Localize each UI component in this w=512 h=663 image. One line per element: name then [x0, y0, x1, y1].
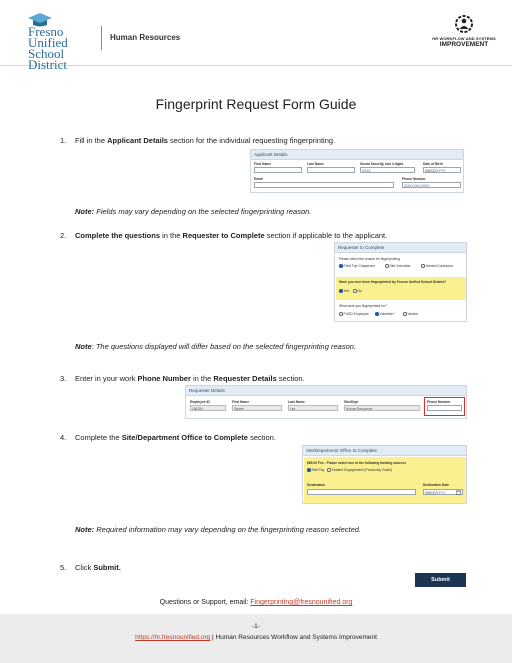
fingerprinted-for-option[interactable]: Volunteer — [375, 312, 394, 316]
first-name-field[interactable] — [254, 167, 302, 173]
page-title: Fingerprint Request Form Guide — [155, 96, 357, 112]
header-divider — [101, 26, 102, 50]
site-office-screenshot: Site/Department Office to Complete $65.00 Fee - Please select one of the following funding sources Self-Pay Student Engagement (Previously Goal2) Destination Destination Date MM/DD/YYYY — [302, 445, 467, 504]
page-header — [0, 0, 512, 72]
destination-field[interactable] — [307, 489, 416, 495]
step-2: 2. Complete the questions in the Requester to Complete section if applicable to the applicant. — [60, 231, 388, 240]
logo-line-2: School District — [28, 46, 67, 72]
email-field[interactable] — [254, 182, 394, 188]
requester-to-complete-screenshot: Requester to Complete Please select the reason for fingerprinting Field Trip Chaperone Site Volunteer Vendor/Contractor Have you ever been fingerprinted by Fresno Unified School District? Yes No What were you fingerprinted for? FUSD Employee Volunteer Vendor — [334, 242, 467, 322]
reason-option[interactable]: Field Trip Chaperone — [339, 264, 375, 268]
reason-option[interactable]: Site Volunteer — [385, 264, 411, 268]
hr-website-link[interactable]: https://hr.fresnounified.org — [135, 634, 211, 641]
fingerprinted-no[interactable]: No — [353, 289, 362, 293]
requester-phone-field[interactable] — [427, 405, 462, 411]
fingerprinted-yes[interactable]: Yes — [339, 289, 349, 293]
footer-line: https://hr.fresnounified.org | Human Resources Workflow and Systems Improvement — [135, 634, 377, 641]
logo-line-1: Fresno Unified — [28, 24, 68, 50]
note-3: Note: Required information may vary depending on the fingerprinting reason selected. — [75, 525, 361, 534]
hr-logo-line-2: IMPROVEMENT — [439, 41, 489, 48]
requester-complete-header: Requester to Complete — [335, 243, 466, 253]
hr-workflow-logo — [432, 14, 496, 48]
funding-self-pay[interactable]: Self-Pay — [307, 468, 324, 472]
requester-details-header: Requester Details — [186, 386, 466, 396]
applicant-details-header: Applicant Details — [251, 150, 463, 160]
requester-last-name-field — [288, 405, 338, 411]
department-name: Human Resources — [110, 33, 181, 42]
page-number: -1- — [252, 623, 260, 630]
note-1: Note: Fields may vary depending on the selected fingerprinting reason. — [75, 207, 312, 216]
step-1: 1. Fill in the Applicant Details section for the individual requesting fingerprinting. — [60, 136, 336, 145]
requester-details-screenshot: Requester Details Employee ID 186294 First Name Steven Last Name Lee Site/Dept Human Resources Phone Number — [185, 385, 467, 419]
support-email-link[interactable]: Fingerprinting@fresnounified.org — [250, 599, 353, 606]
reason-option[interactable]: Vendor/Contractor — [421, 264, 453, 268]
site-office-header: Site/Department Office to Complete — [303, 446, 466, 456]
step-4: 4. Complete the Site/Department Office to Complete section. — [60, 433, 276, 442]
step-3: 3. Enter in your work Phone Number in the Requester Details section. — [60, 374, 305, 383]
fusd-logo — [24, 12, 104, 72]
support-line: Questions or Support, email: Fingerprinting@fresnounified.org — [159, 599, 353, 606]
calendar-icon[interactable] — [456, 490, 461, 495]
fingerprinted-for-option[interactable]: FUSD Employee — [339, 312, 369, 316]
applicant-details-screenshot: Applicant Details First Name Last Name Social Security, last 4 digits XXXX Date of Birth MM/DD/YYYY Email Phone Number (XXX) XXX-XXXX — [250, 149, 464, 193]
hr-logo-line-1: HR WORKFLOW AND SYSTEMS — [432, 36, 496, 41]
fingerprinted-for-option[interactable]: Vendor — [403, 312, 418, 316]
step-5: 5. Click Submit. — [60, 563, 121, 572]
gear-people-icon — [454, 14, 474, 34]
note-2: Note: The questions displayed will differ based on the selected fingerprinting reason. — [75, 342, 356, 351]
funding-student-engagement[interactable]: Student Engagement (Previously Goal2) — [327, 468, 392, 472]
submit-button[interactable]: Submit — [415, 573, 466, 587]
last-name-field[interactable] — [307, 167, 355, 173]
